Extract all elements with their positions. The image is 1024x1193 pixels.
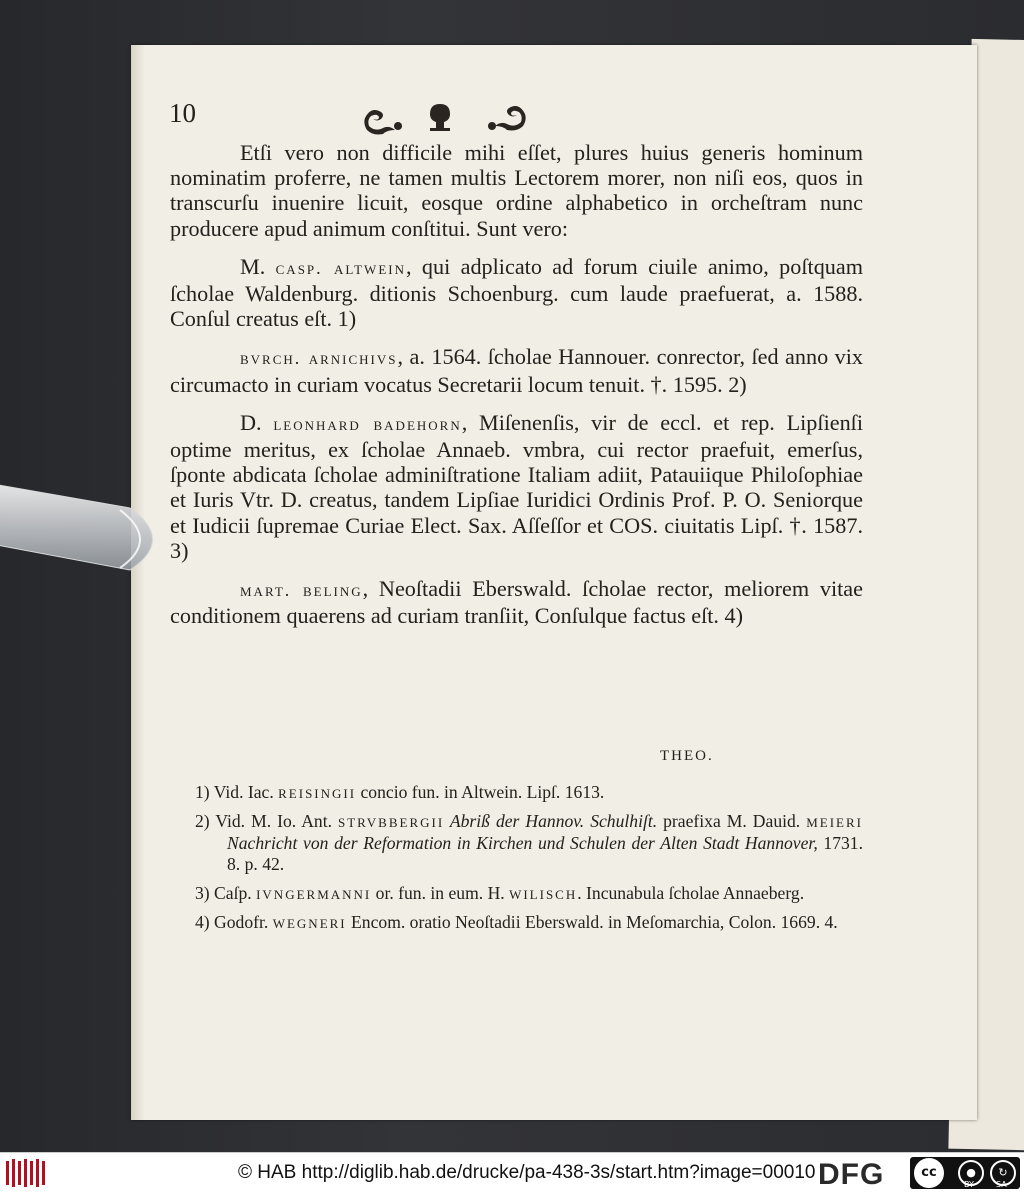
footnote-run: strvbbergii: [337, 810, 445, 831]
text-run: M.: [240, 253, 276, 279]
footnote: [195, 912, 863, 934]
citation-link[interactable]: © HAB http://diglib.hab.de/drucke/pa-438-3s/start.htm?image=00010: [238, 1162, 816, 1183]
footnotes: [195, 782, 863, 941]
footnote-run: praefixa M. Dauid.: [657, 810, 807, 831]
name-smallcaps: bvrch. arnichivs: [240, 348, 398, 369]
cc-sa-label: SA: [996, 1180, 1007, 1189]
footnote-run: 1) Vid. Iac.: [195, 782, 279, 802]
footnote-run: 1731. 8. p. 42.: [227, 832, 864, 875]
name-smallcaps: mart. beling: [240, 580, 363, 601]
footnote-run: or. fun. in eum. H.: [371, 883, 510, 904]
footnote-run: meieri: [806, 810, 863, 831]
footnote-run: . Incunabula ſcholae Annaeberg.: [577, 883, 805, 904]
share-alike-icon: ↻: [990, 1160, 1016, 1186]
page-holder-clip-icon: [0, 470, 180, 590]
footnote-run: 3) Caſp.: [195, 883, 257, 904]
text-run: , qui adplicato ad forum ciuile animo, poſtquam ſcholae Waldenburg. ditionis Schoenburg. cum laude praefuerat, a. 1588. Conſul creatus eſt. 1): [170, 253, 863, 332]
paragraph: [170, 576, 863, 628]
library-logo-icon[interactable]: [4, 1157, 46, 1189]
attribution-icon: ●: [958, 1160, 984, 1186]
footnote: [195, 782, 863, 804]
name-smallcaps: leonhard badehorn: [273, 413, 462, 434]
footnote-run: 2) Vid. M. Io. Ant.: [195, 810, 338, 831]
footnote: [195, 811, 863, 876]
catchword: THEO.: [660, 748, 714, 764]
footnote-run: wegneri: [272, 911, 347, 932]
paragraph: [170, 344, 863, 396]
page-number: 10: [169, 98, 196, 128]
name-smallcaps: casp. altwein: [275, 257, 406, 278]
paragraph: [170, 254, 863, 332]
cc-by-label: BY: [964, 1180, 974, 1189]
footnote-run: Abriß der Hannov. Schulhiſt.: [444, 810, 658, 831]
dfg-logo[interactable]: DFG: [818, 1158, 885, 1191]
text-run: , Miſenenſis, vir de eccl. et rep. Lipſienſi optime meritus, ex ſcholae Annaeb. vmbra, cui rector praefuit, emerſus, ſponte abdicata ſcholae adminiſtratione Italiam adiit, Patauiique Philoſophiae et Iuris Vtr. D. creatus, tandem Lipſiae Iuridici Ordinis Prof. P. O. Seniorque et Iudicii ſupremae Curiae Elect. Sax. Aſſeſſor et COS. ciuitatis Lipſ. †. 1587. 3): [170, 409, 863, 563]
text-run: Etſi vero non difficile mihi eſſet, plures huius generis hominum nominatim proferre, ne tamen multis Lectorem morer, non niſi eos, quos in transcurſu inuenire licuit, eosque ordine alphabetico in orcheſtram nunc producere apud animum conſtitui. Sunt vero:: [170, 140, 863, 241]
footnote-run: concio fun. in Altwein. Lipſ. 1613.: [356, 782, 605, 802]
footnote-run: ivngermanni: [256, 883, 372, 904]
footnote-run: wilisch: [509, 883, 578, 904]
footnote-run: 4) Godofr.: [195, 911, 273, 932]
text-run: D.: [240, 409, 274, 435]
footnote-run: Encom. oratio Neoſtadii Eberswald. in Meſomarchia, Colon. 1669. 4.: [346, 911, 838, 932]
footnote-run: reisingii: [278, 782, 357, 802]
paragraph: [170, 410, 863, 563]
text-run: , Neoſtadii Eberswald. ſcholae rector, meliorem vitae conditionem quaerens ad curiam tranſiit, Conſulque factus eſt. 4): [170, 576, 863, 629]
text-run: , a. 1564. ſcholae Hannouer. conrector, ſed anno vix circumacto in curiam vocatus Secretarii locum tenuit. †. 1595. 2): [170, 344, 863, 397]
footnote-run: Nachricht von der Reformation in Kirchen und Schulen der Alten Stadt Hannover,: [227, 832, 818, 853]
footnote: [195, 883, 863, 905]
cc-icon: cc: [914, 1158, 944, 1188]
paragraph: [170, 140, 863, 241]
viewer-footer: [0, 1152, 1024, 1193]
printers-ornament-icon: [360, 96, 530, 136]
main-text: [170, 140, 863, 628]
cc-license-badge[interactable]: [910, 1157, 1020, 1189]
